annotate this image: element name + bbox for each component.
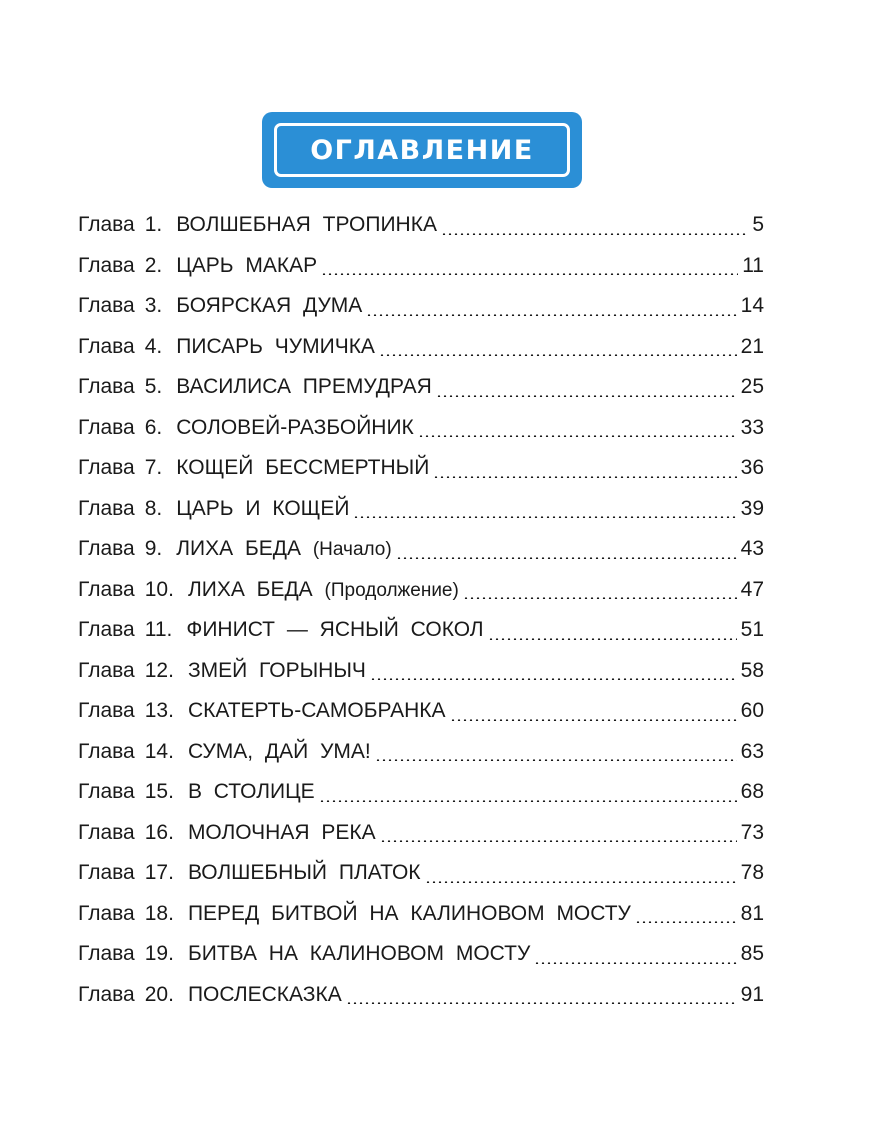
chapter-number: 19. — [144, 942, 174, 965]
toc-entry[interactable] — [78, 610, 764, 651]
chapter-number: 14. — [144, 739, 174, 763]
dot-leader — [463, 597, 737, 599]
chapter-title — [176, 205, 437, 245]
chapter-title-text: ПИСАРЬ ЧУМИЧКА — [176, 334, 375, 358]
toc-entry[interactable] — [78, 934, 764, 975]
chapter-number: 20. — [144, 982, 174, 1006]
page-number: 11 — [742, 253, 764, 277]
page-number: 14 — [740, 294, 764, 317]
dot-leader — [534, 962, 736, 964]
page-number: 78 — [740, 861, 764, 884]
chapter-title — [176, 529, 391, 570]
chapter-label: Глава — [78, 375, 135, 398]
dot-leader — [319, 800, 737, 802]
dot-leader — [379, 354, 737, 356]
chapter-label: Глава — [78, 334, 135, 358]
dot-leader — [425, 881, 737, 883]
chapter-title — [176, 448, 429, 488]
chapter-label: Глава — [78, 699, 135, 722]
toc-entry[interactable] — [78, 489, 764, 530]
dot-leader — [635, 921, 737, 923]
chapter-number: 4. — [144, 334, 163, 358]
toc-entry[interactable] — [78, 246, 764, 287]
chapter-title — [176, 246, 317, 286]
chapter-subtitle: (Продолжение) — [324, 579, 459, 601]
chapter-title-text: БИТВА НА КАЛИНОВОМ МОСТУ — [187, 942, 531, 965]
chapter-label: Глава — [78, 253, 135, 277]
title-banner — [262, 112, 582, 188]
chapter-title-text: СУМА, ДАЙ УМА! — [187, 739, 371, 763]
chapter-number: 1. — [144, 213, 163, 236]
chapter-subtitle: (Начало) — [312, 539, 392, 560]
chapter-title-text: ЛИХА БЕДА — [176, 537, 301, 560]
chapter-title-text: ЗМЕЙ ГОРЫНЫЧ — [187, 658, 366, 682]
page-number: 33 — [740, 415, 764, 439]
chapter-number: 16. — [144, 820, 174, 844]
chapter-title — [188, 651, 366, 691]
dot-leader — [321, 273, 738, 275]
chapter-number: 18. — [144, 901, 174, 925]
toc-entry[interactable] — [78, 286, 764, 327]
dot-leader — [433, 476, 736, 478]
chapter-title-text: ЛИХА БЕДА — [187, 577, 313, 601]
toc-entry[interactable] — [78, 732, 764, 773]
chapter-title-text: ПЕРЕД БИТВОЙ НА КАЛИНОВОМ МОСТУ — [187, 901, 631, 925]
chapter-title-text: ВАСИЛИСА ПРЕМУДРАЯ — [176, 375, 432, 398]
chapter-title-text: В СТОЛИЦЕ — [187, 780, 315, 803]
chapter-title-text: КОЩЕЙ БЕССМЕРТНЫЙ — [176, 456, 430, 479]
chapter-number: 15. — [144, 780, 174, 803]
chapter-title-text: ПОСЛЕСКАЗКА — [187, 982, 342, 1006]
chapter-title — [188, 813, 376, 853]
chapter-label: Глава — [78, 456, 135, 479]
toc-entry[interactable] — [78, 408, 764, 449]
page-title: ОГЛАВЛЕНИЕ — [310, 134, 534, 166]
chapter-label: Глава — [78, 820, 135, 844]
dot-leader — [436, 395, 737, 397]
toc-entry[interactable] — [78, 691, 764, 732]
page-number: 60 — [740, 699, 764, 722]
title-frame — [274, 123, 570, 177]
chapter-number: 10. — [144, 577, 174, 601]
dot-leader — [375, 759, 737, 761]
chapter-title-text: СОЛОВЕЙ-РАЗБОЙНИК — [176, 415, 414, 439]
chapter-title-text: ВОЛШЕБНЫЙ ПЛАТОК — [187, 861, 421, 884]
page-number: 85 — [740, 942, 764, 965]
chapter-number: 7. — [144, 456, 163, 479]
dot-leader — [396, 557, 737, 559]
page-number: 81 — [740, 901, 764, 925]
dot-leader — [366, 314, 736, 316]
chapter-label: Глава — [78, 982, 135, 1006]
chapter-title — [188, 975, 342, 1015]
dot-leader — [488, 638, 737, 640]
chapter-title — [188, 570, 459, 611]
chapter-number: 5. — [144, 375, 163, 398]
toc-entry[interactable] — [78, 327, 764, 368]
chapter-number: 9. — [144, 537, 163, 560]
chapter-label: Глава — [78, 739, 135, 763]
table-of-contents — [78, 205, 764, 1015]
chapter-title — [188, 853, 421, 893]
chapter-label: Глава — [78, 901, 135, 925]
chapter-title — [176, 408, 414, 448]
chapter-title-text: ЦАРЬ И КОЩЕЙ — [176, 496, 350, 520]
chapter-label: Глава — [78, 780, 135, 803]
chapter-label: Глава — [78, 861, 135, 884]
chapter-number: 12. — [144, 658, 174, 682]
page-number: 47 — [740, 577, 764, 601]
toc-entry[interactable] — [78, 853, 764, 894]
chapter-label: Глава — [78, 618, 135, 641]
page-number: 25 — [740, 375, 764, 398]
chapter-title — [176, 327, 375, 367]
page-number: 39 — [740, 496, 764, 520]
chapter-title — [176, 489, 349, 529]
chapter-label: Глава — [78, 577, 135, 601]
chapter-title — [176, 367, 432, 407]
page-number: 51 — [740, 618, 764, 641]
chapter-label: Глава — [78, 537, 135, 560]
chapter-label: Глава — [78, 213, 135, 236]
chapter-number: 2. — [144, 253, 163, 277]
dot-leader — [370, 678, 737, 680]
toc-entry[interactable] — [78, 813, 764, 854]
toc-entry[interactable] — [78, 448, 764, 489]
chapter-title-text: ФИНИСТ — ЯСНЫЙ СОКОЛ — [186, 618, 484, 641]
chapter-title — [188, 772, 315, 812]
toc-entry[interactable] — [78, 975, 764, 1016]
chapter-label: Глава — [78, 496, 135, 520]
dot-leader — [353, 516, 736, 518]
chapter-number: 8. — [144, 496, 163, 520]
dot-leader — [380, 840, 737, 842]
page-number: 73 — [740, 820, 764, 844]
page-number: 21 — [740, 334, 764, 358]
dot-leader — [450, 719, 737, 721]
page-number: 58 — [740, 658, 764, 682]
dot-leader — [346, 1002, 737, 1004]
chapter-label: Глава — [78, 658, 135, 682]
chapter-title — [176, 286, 362, 326]
page-number: 36 — [740, 456, 764, 479]
page-number: 91 — [740, 982, 764, 1006]
page-number: 5 — [752, 213, 764, 236]
toc-entry[interactable] — [78, 367, 764, 408]
chapter-label: Глава — [78, 942, 135, 965]
chapter-label: Глава — [78, 294, 135, 317]
chapter-number: 17. — [144, 861, 174, 884]
toc-entry[interactable] — [78, 772, 764, 813]
chapter-title-text: МОЛОЧНАЯ РЕКА — [187, 820, 376, 844]
chapter-title-text: ВОЛШЕБНАЯ ТРОПИНКА — [176, 213, 437, 236]
toc-entry[interactable] — [78, 205, 764, 246]
page-number: 63 — [740, 739, 764, 763]
chapter-label: Глава — [78, 415, 135, 439]
chapter-title — [188, 691, 446, 731]
chapter-title — [188, 934, 530, 974]
chapter-title — [188, 732, 371, 772]
page-number: 68 — [740, 780, 764, 803]
chapter-title-text: СКАТЕРТЬ-САМОБРАНКА — [187, 699, 446, 722]
chapter-title — [186, 610, 483, 650]
page-number: 43 — [740, 537, 764, 560]
chapter-number: 6. — [144, 415, 163, 439]
chapter-title-text: БОЯРСКАЯ ДУМА — [176, 294, 363, 317]
toc-entry[interactable] — [78, 529, 764, 570]
toc-entry[interactable] — [78, 570, 764, 611]
chapter-number: 11. — [144, 618, 173, 641]
toc-entry[interactable] — [78, 894, 764, 935]
chapter-number: 3. — [144, 294, 163, 317]
toc-entry[interactable] — [78, 651, 764, 692]
dot-leader — [418, 435, 737, 437]
chapter-title — [188, 894, 631, 934]
chapter-number: 13. — [144, 699, 174, 722]
dot-leader — [441, 233, 748, 235]
chapter-title-text: ЦАРЬ МАКАР — [176, 253, 318, 277]
